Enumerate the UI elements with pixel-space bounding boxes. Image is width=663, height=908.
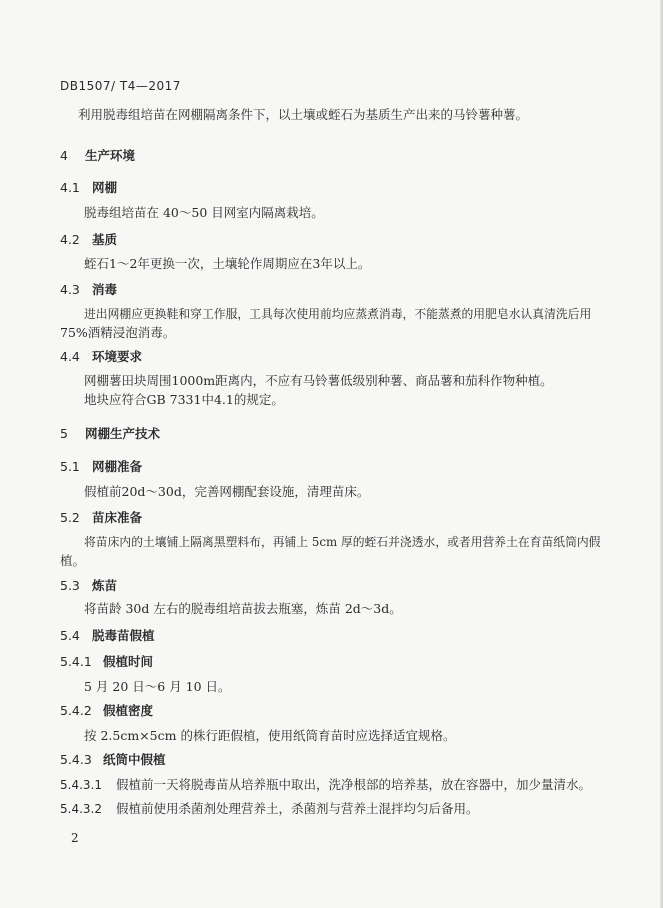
section-5-2-text-line2: 植。 <box>60 553 86 568</box>
section-number: 4.4 <box>60 349 80 364</box>
section-number: 5.4 <box>60 628 80 643</box>
section-5-3-text: 将苗龄 30d 左右的脱毒组培苗拔去瓶塞，炼苗 2d～3d。 <box>84 601 402 616</box>
clause-text: 假植前一天将脱毒苗从培养瓶中取出，洗净根部的培养基，放在容器中，加少量清水。 <box>116 777 592 792</box>
section-title: 基质 <box>92 232 118 247</box>
section-title: 苗床准备 <box>92 510 143 525</box>
section-5-4-3-1 <box>60 777 591 793</box>
section-title: 脱毒苗假植 <box>92 628 155 643</box>
section-number: 5.4.1 <box>60 654 92 669</box>
section-4-2-heading <box>60 232 117 248</box>
section-4-4-heading <box>60 349 142 365</box>
section-4-heading <box>60 148 135 164</box>
clause-number: 5.4.3.2 <box>60 802 102 816</box>
section-5-4-2-text: 按 2.5cm×5cm 的株行距假植，使用纸筒育苗时应选择适宜规格。 <box>84 728 456 743</box>
section-title: 炼苗 <box>92 578 118 593</box>
section-title: 纸筒中假植 <box>103 752 166 767</box>
section-number: 4 <box>60 148 68 163</box>
section-4-1-text: 脱毒组培苗在 40～50 目网室内隔离栽培。 <box>84 205 324 220</box>
document-code: DB1507/ T4—2017 <box>60 79 181 93</box>
section-5-1-heading <box>60 459 142 475</box>
section-5-4-heading <box>60 628 155 644</box>
section-number: 5.3 <box>60 578 80 593</box>
section-5-2-heading <box>60 510 142 526</box>
section-5-heading <box>60 426 160 442</box>
section-number: 5.4.3 <box>60 752 92 767</box>
section-title: 网棚 <box>92 180 118 195</box>
section-number: 5.2 <box>60 510 80 525</box>
section-5-1-text: 假植前20d～30d，完善网棚配套设施，清理苗床。 <box>84 484 370 499</box>
section-title: 消毒 <box>92 282 118 297</box>
section-4-1-heading <box>60 180 117 196</box>
section-4-2-text: 蛭石1～2年更换一次，土壤轮作周期应在3年以上。 <box>84 256 371 271</box>
section-5-4-3-2 <box>60 801 479 817</box>
section-number: 5.1 <box>60 459 80 474</box>
page-number: 2 <box>71 831 79 845</box>
section-title: 假植时间 <box>103 654 154 669</box>
section-5-4-2-heading <box>60 703 153 719</box>
clause-number: 5.4.3.1 <box>60 778 102 792</box>
section-5-2-text-line1: 将苗床内的土壤铺上隔离黑塑料布，再铺上 5cm 厚的蛭石并浇透水，或者用营养土在育苗纸筒内假 <box>84 535 601 549</box>
section-title: 网棚准备 <box>92 459 143 474</box>
section-title: 网棚生产技术 <box>85 426 161 441</box>
clause-text: 假植前使用杀菌剂处理营养土，杀菌剂与营养土混拌均匀后备用。 <box>116 801 479 816</box>
section-title: 环境要求 <box>92 349 143 364</box>
section-4-3-heading <box>60 282 117 298</box>
section-4-3-text-line2: 75%酒精浸泡消毒。 <box>60 325 176 340</box>
section-number: 5 <box>60 426 68 441</box>
section-title: 生产环境 <box>85 148 136 163</box>
section-4-3-text-line1: 进出网棚应更换鞋和穿工作服，工具每次使用前均应蒸煮消毒，不能蒸煮的用肥皂水认真清洗后用 <box>84 307 592 321</box>
section-4-4-text-line1: 网棚薯田块周围1000m距离内，不应有马铃薯低级别种薯、商品薯和茄科作物种植。 <box>84 373 553 388</box>
section-5-4-3-heading <box>60 752 166 768</box>
section-5-3-heading <box>60 578 117 594</box>
section-number: 5.4.2 <box>60 703 92 718</box>
section-number: 4.2 <box>60 232 80 247</box>
section-number: 4.1 <box>60 180 80 195</box>
section-title: 假植密度 <box>103 703 154 718</box>
section-5-4-1-heading <box>60 654 153 670</box>
intro-paragraph: 利用脱毒组培苗在网棚隔离条件下，以土壤或蛭石为基质生产出来的马铃薯种薯。 <box>78 107 529 122</box>
section-number: 4.3 <box>60 282 80 297</box>
section-4-4-text-line2: 地块应符合GB 7331中4.1的规定。 <box>84 392 284 407</box>
section-5-4-1-text: 5 月 20 日～6 月 10 日。 <box>84 679 231 694</box>
